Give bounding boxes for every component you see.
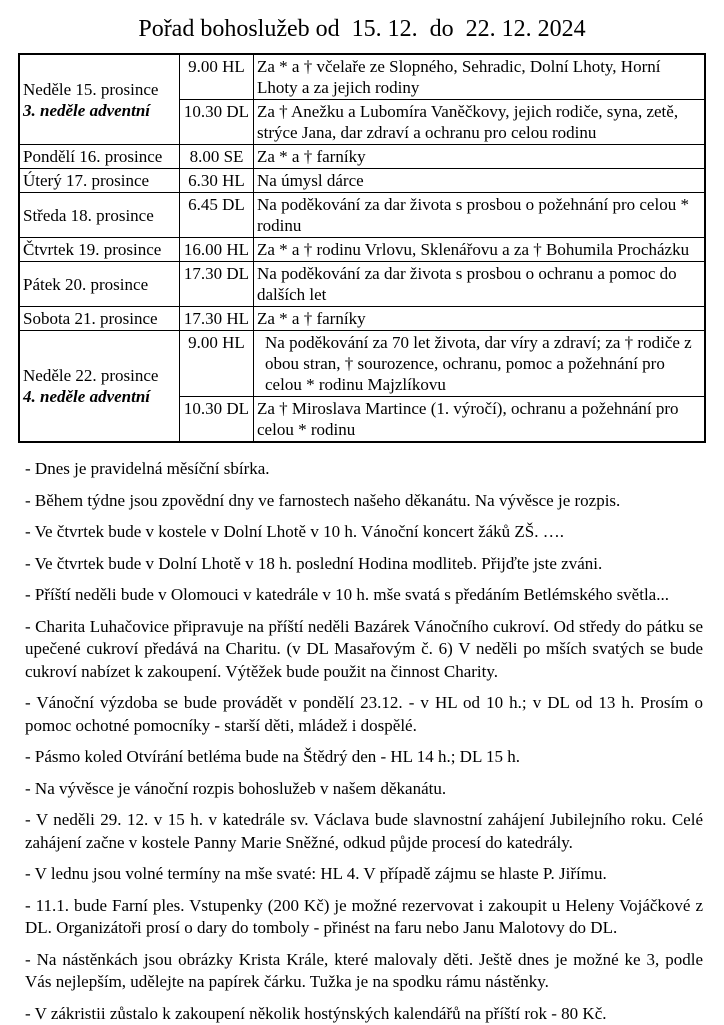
time-cell: 10.30 DL bbox=[180, 100, 254, 145]
announcement-item: - 11.1. bude Farní ples. Vstupenky (200 Kč) je možné rezervovat i zakoupit u Heleny Vojáčkové z DL. Organizátoři prosí o dary do tomboly - přinést na faru nebo Janu Malotovy do DL. bbox=[25, 895, 703, 940]
intention-cell: Za * a † včelaře ze Slopného, Sehradic, Dolní Lhoty, Horní Lhoty a za jejich rodiny bbox=[254, 54, 706, 100]
date-cell bbox=[19, 54, 180, 145]
intention-cell: Za * a † farníky bbox=[254, 145, 706, 169]
schedule-table bbox=[18, 53, 706, 443]
date-cell: Pátek 20. prosince bbox=[19, 262, 180, 307]
intention-cell: Za * a † rodinu Vrlovu, Sklenářovu a za † Bohumila Procházku bbox=[254, 238, 706, 262]
announcement-item: - V lednu jsou volné termíny na mše svaté: HL 4. V případě zájmu se hlaste P. Jiřímu. bbox=[25, 863, 703, 886]
announcement-item: - Na nástěnkách jsou obrázky Krista Krále, které malovaly děti. Ještě dnes je možné ke 3, podle Vás nejlepším, udělejte na papírek čárku. Tužka je na spodku rámu nástěnky. bbox=[25, 949, 703, 994]
time-cell: 17.30 DL bbox=[180, 262, 254, 307]
date-subtitle: 3. neděle adventní bbox=[23, 101, 150, 120]
time-cell: 6.45 DL bbox=[180, 193, 254, 238]
table-row bbox=[19, 331, 705, 397]
table-row bbox=[19, 238, 705, 262]
time-cell: 8.00 SE bbox=[180, 145, 254, 169]
intention-cell: Na poděkování za dar života s prosbou o ochranu a pomoc do dalších let bbox=[254, 262, 706, 307]
announcement-item: - V zákristii zůstalo k zakoupení několik hostýnských kalendářů na příští rok - 80 Kč. bbox=[25, 1003, 703, 1025]
intention-cell: Za † Miroslava Martince (1. výročí), ochranu a požehnání pro celou * rodinu bbox=[254, 397, 706, 443]
time-cell: 9.00 HL bbox=[180, 331, 254, 397]
time-cell: 10.30 DL bbox=[180, 397, 254, 443]
intention-cell: Na poděkování za 70 let života, dar víry a zdraví; za † rodiče z obou stran, † sourozence, ochranu, pomoc a požehnání pro celou * rodinu Majzlíkovu bbox=[254, 331, 706, 397]
date-cell: Čtvrtek 19. prosince bbox=[19, 238, 180, 262]
date-cell: Pondělí 16. prosince bbox=[19, 145, 180, 169]
announcement-item: - Dnes je pravidelná měsíční sbírka. bbox=[25, 458, 703, 481]
time-cell: 9.00 HL bbox=[180, 54, 254, 100]
announcements-section bbox=[0, 443, 724, 1025]
table-row bbox=[19, 193, 705, 238]
announcement-item: - Během týdne jsou zpovědní dny ve farnostech našeho děkanátu. Na vývěsce je rozpis. bbox=[25, 490, 703, 513]
announcement-item: - Na vývěsce je vánoční rozpis bohoslužeb v našem děkanátu. bbox=[25, 778, 703, 801]
page-title: Pořad bohoslužeb od 15. 12. do 22. 12. 2024 bbox=[0, 0, 724, 43]
announcement-item: - Ve čtvrtek bude v Dolní Lhotě v 18 h. poslední Hodina modliteb. Přijďte jste zváni. bbox=[25, 553, 703, 576]
date-cell bbox=[19, 331, 180, 443]
intention-cell: Na poděkování za dar života s prosbou o požehnání pro celou * rodinu bbox=[254, 193, 706, 238]
table-row bbox=[19, 262, 705, 307]
announcement-item: - Charita Luhačovice připravuje na příští neděli Bazárek Vánočního cukroví. Od středy do pátku se upečené cukroví předává na Charitu. (v DL Masařovým č. 6) V neděli po mších svatých se bude cukroví nabízet k zakoupení. Výtěžek bude použit na činnost Charity. bbox=[25, 616, 703, 684]
time-cell: 16.00 HL bbox=[180, 238, 254, 262]
table-row bbox=[19, 307, 705, 331]
announcement-item: - Příští neděli bude v Olomouci v katedrále v 10 h. mše svatá s předáním Betlémského světla... bbox=[25, 584, 703, 607]
announcement-item: - V neděli 29. 12. v 15 h. v katedrále sv. Václava bude slavnostní zahájení Jubilejního roku. Celé zahájení začne v kostele Panny Marie Sněžné, odkud půjde procesí do katedrály. bbox=[25, 809, 703, 854]
table-row bbox=[19, 54, 705, 100]
date-cell: Středa 18. prosince bbox=[19, 193, 180, 238]
table-row bbox=[19, 145, 705, 169]
time-cell: 17.30 HL bbox=[180, 307, 254, 331]
intention-cell: Na úmysl dárce bbox=[254, 169, 706, 193]
announcement-item: - Pásmo koled Otvírání betléma bude na Štědrý den - HL 14 h.; DL 15 h. bbox=[25, 746, 703, 769]
intention-cell: Za * a † farníky bbox=[254, 307, 706, 331]
date-label: Neděle 15. prosince bbox=[23, 80, 158, 99]
date-cell: Sobota 21. prosince bbox=[19, 307, 180, 331]
table-row bbox=[19, 169, 705, 193]
date-subtitle: 4. neděle adventní bbox=[23, 387, 150, 406]
intention-cell: Za † Anežku a Lubomíra Vaněčkovy, jejich rodiče, syna, zetě, strýce Jana, dar zdraví a ochranu pro celou rodinu bbox=[254, 100, 706, 145]
announcement-item: - Vánoční výzdoba se bude provádět v pondělí 23.12. - v HL od 10 h.; v DL od 13 h. Prosím o pomoc ochotné pomocníky - starší děti, mládež i dospělé. bbox=[25, 692, 703, 737]
date-cell: Úterý 17. prosince bbox=[19, 169, 180, 193]
announcement-item: - Ve čtvrtek bude v kostele v Dolní Lhotě v 10 h. Vánoční koncert žáků ZŠ. …. bbox=[25, 521, 703, 544]
time-cell: 6.30 HL bbox=[180, 169, 254, 193]
date-label: Neděle 22. prosince bbox=[23, 366, 158, 385]
